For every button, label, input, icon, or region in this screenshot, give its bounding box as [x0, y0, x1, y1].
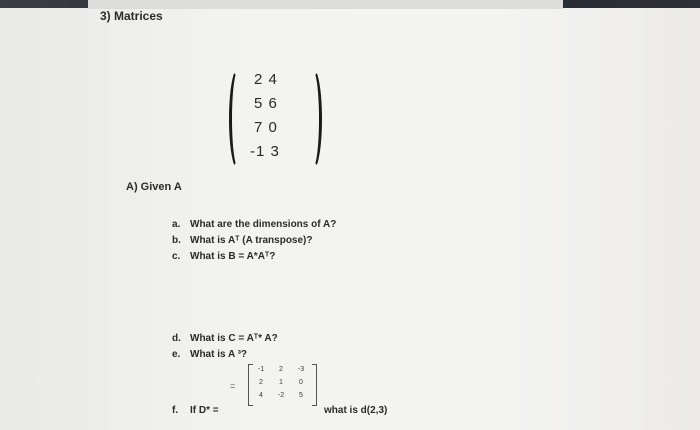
given-label: A) Given A [126, 181, 182, 193]
question-label: c. [172, 251, 181, 262]
question-text: If D* = [190, 405, 219, 416]
question-text: What is Aᵀ (A transpose)? [190, 235, 313, 246]
question-text: What is C = Aᵀ* A? [190, 333, 278, 344]
matrix-d-right-bracket [312, 364, 317, 406]
matrix-d-cell: 1 [279, 379, 283, 386]
question-f [172, 405, 219, 416]
matrix-d-cell: -3 [297, 366, 305, 373]
question-label: f. [172, 405, 179, 416]
matrix-d-cell: 5 [299, 392, 303, 399]
question-f-followup: what is d(2,3) [324, 405, 388, 416]
matrix-d-cell: -2 [277, 392, 285, 399]
question-text: What are the dimensions of A? [190, 219, 337, 230]
matrix-a-right-paren [304, 68, 322, 170]
question-d [172, 333, 278, 344]
matrix-a-row: 7 0 [254, 119, 278, 136]
matrix-d-cell: 2 [259, 379, 263, 386]
matrix-d-cell: 4 [259, 392, 263, 399]
question-label: a. [172, 219, 181, 230]
question-text: What is B = A*Aᵀ? [190, 251, 276, 262]
question-label: d. [172, 333, 181, 344]
matrix-d-cell: 0 [299, 379, 303, 386]
question-b [172, 235, 313, 246]
matrix-a-row: 5 6 [254, 95, 278, 112]
equals-sign: = [230, 381, 236, 391]
matrix-d-cell: -1 [257, 366, 265, 373]
matrix-a-row: -1 3 [250, 143, 280, 160]
matrix-d-cell: 2 [279, 366, 283, 373]
question-c [172, 251, 275, 262]
matrix-d [240, 364, 318, 406]
matrix-a-left-paren [229, 68, 247, 170]
page-top-edge [88, 0, 563, 9]
question-e [172, 349, 247, 360]
question-label: e. [172, 349, 181, 360]
question-a [172, 219, 336, 230]
matrix-a-row: 2 4 [254, 71, 278, 88]
question-label: b. [172, 235, 181, 246]
question-text: What is A ³? [190, 349, 248, 360]
section-heading: 3) Matrices [100, 9, 163, 23]
